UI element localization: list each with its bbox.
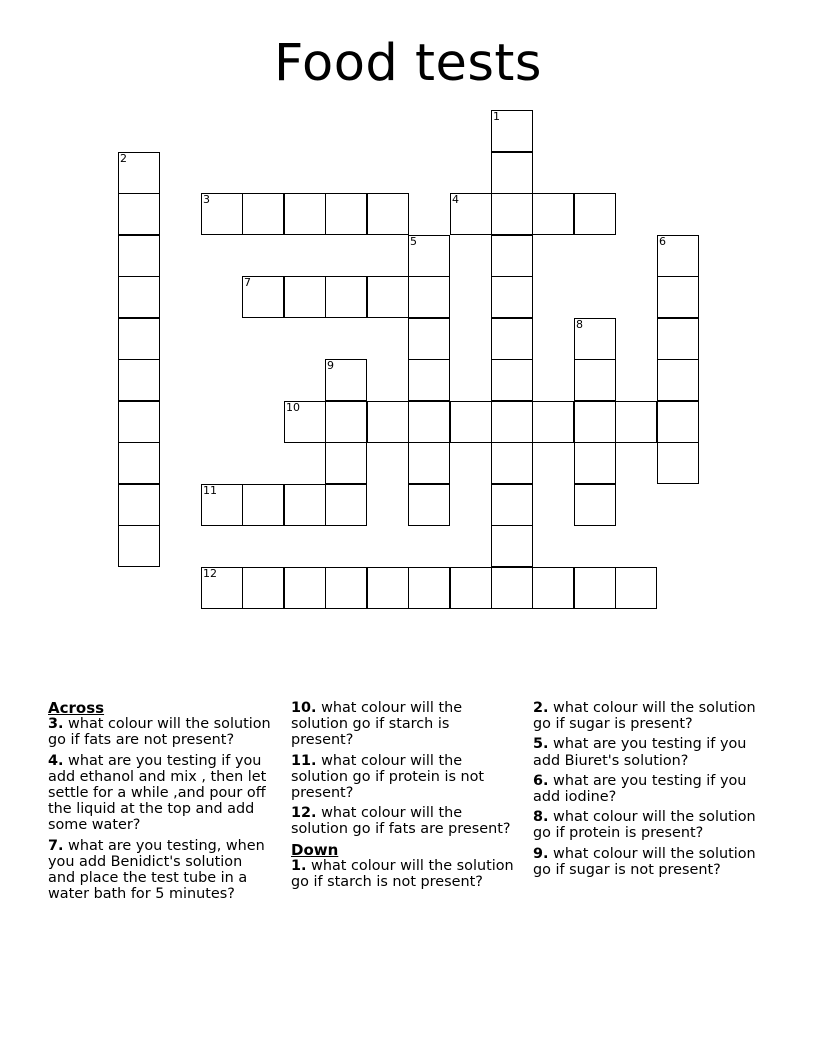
grid-cell[interactable] [201, 193, 243, 235]
clue-number: 1 [493, 110, 500, 123]
grid-cell[interactable] [325, 359, 367, 401]
grid-cell[interactable] [574, 484, 616, 526]
grid-cell[interactable] [367, 567, 409, 609]
grid-cell[interactable] [408, 235, 450, 277]
grid-cell[interactable] [118, 152, 160, 194]
clue-number: 6 [659, 235, 666, 248]
grid-cell[interactable] [242, 484, 284, 526]
clue-across-7[interactable]: 7. what are you testing, when you add Benidict's solution and place the test tube in a water bath for 5 minutes? [48, 837, 265, 903]
grid-cell[interactable] [325, 484, 367, 526]
grid-cell[interactable] [491, 235, 533, 277]
clue-number: 8 [576, 318, 583, 331]
grid-cell[interactable] [574, 442, 616, 484]
grid-cell[interactable] [325, 567, 367, 609]
clue-down-1[interactable]: 1. what colour will the solution go if starch is not present? [291, 857, 514, 891]
grid-cell[interactable] [201, 484, 243, 526]
grid-cell[interactable] [118, 484, 160, 526]
grid-cell[interactable] [118, 401, 160, 443]
grid-cell[interactable] [450, 567, 492, 609]
grid-cell[interactable] [242, 567, 284, 609]
grid-cell[interactable] [284, 401, 326, 443]
grid-cell[interactable] [367, 193, 409, 235]
grid-cell[interactable] [325, 276, 367, 318]
grid-cell[interactable] [491, 318, 533, 360]
grid-cell[interactable] [574, 359, 616, 401]
grid-cell[interactable] [284, 193, 326, 235]
grid-cell[interactable] [574, 567, 616, 609]
grid-cell[interactable] [242, 193, 284, 235]
grid-cell[interactable] [325, 193, 367, 235]
grid-cell[interactable] [284, 276, 326, 318]
clue-across-3[interactable]: 3. what colour will the solution go if fats are not present? [48, 716, 271, 749]
grid-cell[interactable] [118, 359, 160, 401]
grid-cell[interactable] [118, 318, 160, 360]
down-header: Down [291, 840, 339, 859]
grid-cell[interactable] [491, 525, 533, 567]
grid-cell[interactable] [491, 152, 533, 194]
grid-cell[interactable] [408, 401, 450, 443]
puzzle-title: Food tests [273, 34, 543, 93]
clue-down-5[interactable]: 5. what are you testing if you add Biuret's solution? [533, 736, 747, 769]
grid-cell[interactable] [408, 276, 450, 318]
clue-column-2 [291, 700, 516, 894]
clue-number: 2 [120, 152, 127, 165]
clue-across-11[interactable]: 11. what colour will the solution go if protein is not present? [291, 752, 485, 802]
grid-cell[interactable] [284, 484, 326, 526]
grid-cell[interactable] [118, 525, 160, 567]
grid-cell[interactable] [574, 193, 616, 235]
grid-cell[interactable] [408, 567, 450, 609]
grid-cell[interactable] [657, 359, 699, 401]
grid-cell[interactable] [657, 276, 699, 318]
grid-cell[interactable] [491, 401, 533, 443]
grid-cell[interactable] [118, 442, 160, 484]
grid-cell[interactable] [242, 276, 284, 318]
grid-cell[interactable] [532, 193, 574, 235]
grid-cell[interactable] [532, 401, 574, 443]
grid-cell[interactable] [367, 401, 409, 443]
clue-number: 5 [410, 235, 417, 248]
clue-down-9[interactable]: 9. what colour will the solution go if sugar is not present? [533, 845, 756, 878]
grid-cell[interactable] [491, 193, 533, 235]
grid-cell[interactable] [450, 401, 492, 443]
grid-cell[interactable] [408, 359, 450, 401]
clue-down-8[interactable]: 8. what colour will the solution go if protein is present? [533, 809, 756, 842]
clue-down-6[interactable]: 6. what are you testing if you add iodine? [533, 772, 747, 806]
grid-cell[interactable] [408, 442, 450, 484]
clue-across-12[interactable]: 12. what colour will the solution go if fats are present? [291, 805, 511, 838]
grid-cell[interactable] [367, 276, 409, 318]
grid-cell[interactable] [491, 276, 533, 318]
grid-cell[interactable] [491, 484, 533, 526]
grid-cell[interactable] [325, 401, 367, 443]
clue-column-1 [48, 700, 273, 906]
grid-cell[interactable] [657, 401, 699, 443]
grid-cell[interactable] [450, 193, 492, 235]
grid-cell[interactable] [118, 193, 160, 235]
clue-across-10[interactable]: 10. what colour will the solution go if starch is present? [291, 700, 463, 749]
grid-cell[interactable] [118, 235, 160, 277]
clue-number: 4 [452, 193, 459, 206]
clue-number: 7 [244, 276, 251, 289]
grid-cell[interactable] [574, 401, 616, 443]
grid-cell[interactable] [491, 110, 533, 152]
grid-cell[interactable] [408, 318, 450, 360]
grid-cell[interactable] [657, 318, 699, 360]
grid-cell[interactable] [574, 318, 616, 360]
across-header: Across [48, 699, 105, 717]
grid-cell[interactable] [491, 567, 533, 609]
grid-cell[interactable] [615, 401, 657, 443]
grid-cell[interactable] [118, 276, 160, 318]
clue-number: 12 [203, 567, 217, 580]
clue-number: 9 [327, 359, 334, 372]
grid-cell[interactable] [325, 442, 367, 484]
grid-cell[interactable] [657, 442, 699, 484]
grid-cell[interactable] [532, 567, 574, 609]
clue-number: 11 [203, 484, 217, 497]
clue-column-3 [533, 700, 763, 882]
grid-cell[interactable] [657, 235, 699, 277]
grid-cell[interactable] [615, 567, 657, 609]
grid-cell[interactable] [408, 484, 450, 526]
grid-cell[interactable] [491, 442, 533, 484]
grid-cell[interactable] [201, 567, 243, 609]
clue-down-2[interactable]: 2. what colour will the solution go if sugar is present? [533, 700, 756, 733]
grid-cell[interactable] [491, 359, 533, 401]
clue-number: 10 [286, 401, 300, 414]
clue-number: 3 [203, 193, 210, 206]
grid-cell[interactable] [284, 567, 326, 609]
clue-across-4[interactable]: 4. what are you testing if you add ethanol and mix , then let settle for a while ,and pour off the liquid at the top and add some water? [48, 752, 267, 834]
